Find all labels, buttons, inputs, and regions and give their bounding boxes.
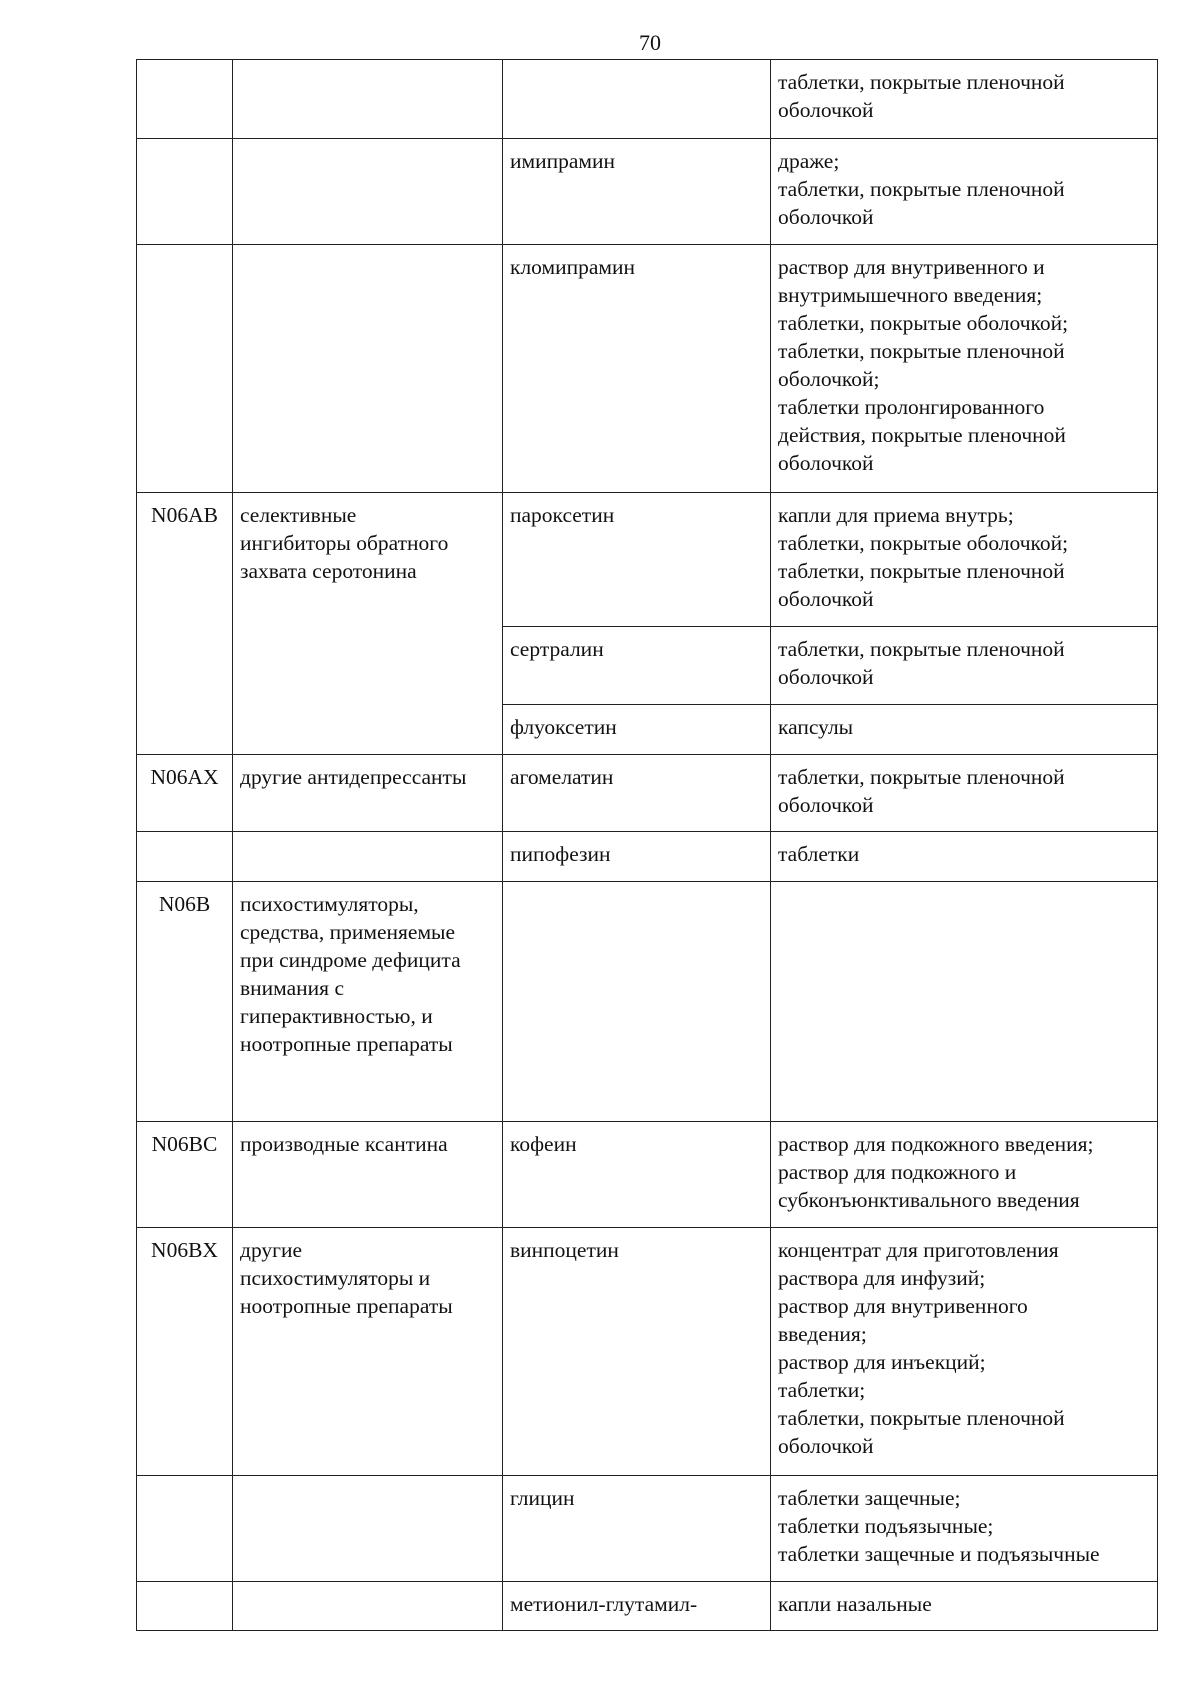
form-line: оболочкой (778, 98, 874, 122)
atc-code-cell (137, 1476, 233, 1582)
form-line: раствор для внутривенного (778, 1294, 1028, 1318)
table-row (137, 1582, 1158, 1631)
form-line: оболочкой (778, 1434, 874, 1458)
form-line: таблетки, покрытые пленочной (778, 70, 1065, 94)
atc-code-cell (137, 832, 233, 882)
drug-cell: кломипрамин (503, 245, 771, 493)
form-line: таблетки, покрытые пленочной (778, 1406, 1065, 1430)
form-line: драже; (778, 149, 840, 173)
table-row (137, 755, 1158, 832)
form-line: таблетки, покрытые оболочкой; (778, 531, 1069, 555)
group-line: психостимуляторы и (240, 1266, 431, 1290)
group-line: внимания с (240, 976, 344, 1000)
form-line: таблетки, покрытые оболочкой; (778, 311, 1069, 335)
form-line: капсулы (778, 715, 854, 739)
drug-cell: имипрамин (503, 139, 771, 245)
group-line: гиперактивностью, и (240, 1004, 433, 1028)
table-row (137, 1228, 1158, 1476)
table-row (137, 60, 1158, 139)
group-line: при синдроме дефицита (240, 948, 461, 972)
table-row (137, 139, 1158, 245)
form-line: таблетки, покрытые пленочной (778, 765, 1065, 789)
group-line: захвата серотонина (240, 559, 417, 583)
forms-cell (771, 1228, 1158, 1476)
group-cell (233, 60, 503, 139)
form-line: таблетки подъязычные; (778, 1514, 994, 1538)
form-line: таблетки; (778, 1378, 866, 1402)
group-line: другие (240, 1238, 303, 1262)
form-line: оболочкой; (778, 367, 880, 391)
group-cell (233, 1476, 503, 1582)
forms-cell (771, 1122, 1158, 1228)
forms-cell (771, 139, 1158, 245)
drug-cell: глицин (503, 1476, 771, 1582)
atc-code-cell (137, 245, 233, 493)
forms-cell (771, 705, 1158, 755)
forms-cell (771, 60, 1158, 139)
form-line: субконъюнктивального введения (778, 1188, 1080, 1212)
group-line: психостимуляторы, (240, 892, 419, 916)
group-line: ноотропные препараты (240, 1294, 453, 1318)
form-line: раствор для подкожного и (778, 1160, 1017, 1184)
form-line: раствора для инфузий; (778, 1266, 986, 1290)
forms-cell (771, 1476, 1158, 1582)
forms-cell (771, 245, 1158, 493)
atc-code-cell: N06AB (137, 493, 233, 755)
group-line: ноотропные препараты (240, 1032, 453, 1056)
form-line: таблетки пролонгированного (778, 395, 1045, 419)
form-line: оболочкой (778, 451, 874, 475)
table-row (137, 882, 1158, 1122)
forms-cell (771, 493, 1158, 627)
table-row (137, 1476, 1158, 1582)
form-line: раствор для инъекций; (778, 1350, 986, 1374)
group-cell (233, 1228, 503, 1476)
atc-code-cell: N06BX (137, 1228, 233, 1476)
form-line: капли для приема внутрь; (778, 503, 1014, 527)
drug-cell: флуоксетин (503, 705, 771, 755)
drug-cell: кофеин (503, 1122, 771, 1228)
drug-table (136, 59, 1158, 1631)
atc-code-cell (137, 60, 233, 139)
drug-cell (503, 882, 771, 1122)
form-line: внутримышечного введения; (778, 283, 1043, 307)
forms-cell (771, 755, 1158, 832)
form-line: оболочкой (778, 205, 874, 229)
drug-cell: сертралин (503, 627, 771, 705)
group-cell (233, 832, 503, 882)
forms-cell (771, 882, 1158, 1122)
form-line: действия, покрытые пленочной (778, 423, 1066, 447)
form-line: раствор для подкожного введения; (778, 1132, 1094, 1156)
atc-code-cell: N06AX (137, 755, 233, 832)
group-cell (233, 139, 503, 245)
form-line: таблетки, покрытые пленочной (778, 559, 1065, 583)
atc-code-cell (137, 1582, 233, 1631)
group-line: селективные (240, 503, 357, 527)
form-line: таблетки (778, 842, 860, 866)
drug-cell (503, 60, 771, 139)
group-line: ингибиторы обратного (240, 531, 449, 555)
drug-cell: винпоцетин (503, 1228, 771, 1476)
form-line: раствор для внутривенного и (778, 255, 1045, 279)
form-line: таблетки, покрытые пленочной (778, 637, 1065, 661)
atc-code-cell: N06B (137, 882, 233, 1122)
group-cell: производные ксантина (233, 1122, 503, 1228)
group-cell (233, 1582, 503, 1631)
form-line: таблетки защечные и подъязычные (778, 1542, 1100, 1566)
form-line: оболочкой (778, 587, 874, 611)
form-line: оболочкой (778, 665, 874, 689)
atc-code-cell: N06BC (137, 1122, 233, 1228)
table-row (137, 245, 1158, 493)
group-cell (233, 493, 503, 755)
form-line: введения; (778, 1322, 867, 1346)
form-line: капли назальные (778, 1592, 932, 1616)
table-row (137, 493, 1158, 627)
forms-cell (771, 1582, 1158, 1631)
group-cell: другие антидепрессанты (233, 755, 503, 832)
drug-cell: пипофезин (503, 832, 771, 882)
group-cell (233, 882, 503, 1122)
drug-cell: метионил-глутамил- (503, 1582, 771, 1631)
page-number: 70 (639, 30, 661, 55)
form-line: оболочкой (778, 793, 874, 817)
drug-cell: агомелатин (503, 755, 771, 832)
form-line: таблетки, покрытые пленочной (778, 339, 1065, 363)
form-line: таблетки, покрытые пленочной (778, 177, 1065, 201)
forms-cell (771, 627, 1158, 705)
group-cell (233, 245, 503, 493)
atc-code-cell (137, 139, 233, 245)
drug-cell: пароксетин (503, 493, 771, 627)
form-line: концентрат для приготовления (778, 1238, 1059, 1262)
table-row (137, 832, 1158, 882)
forms-cell (771, 832, 1158, 882)
table-row (137, 1122, 1158, 1228)
group-line: средства, применяемые (240, 920, 456, 944)
form-line: таблетки защечные; (778, 1486, 961, 1510)
